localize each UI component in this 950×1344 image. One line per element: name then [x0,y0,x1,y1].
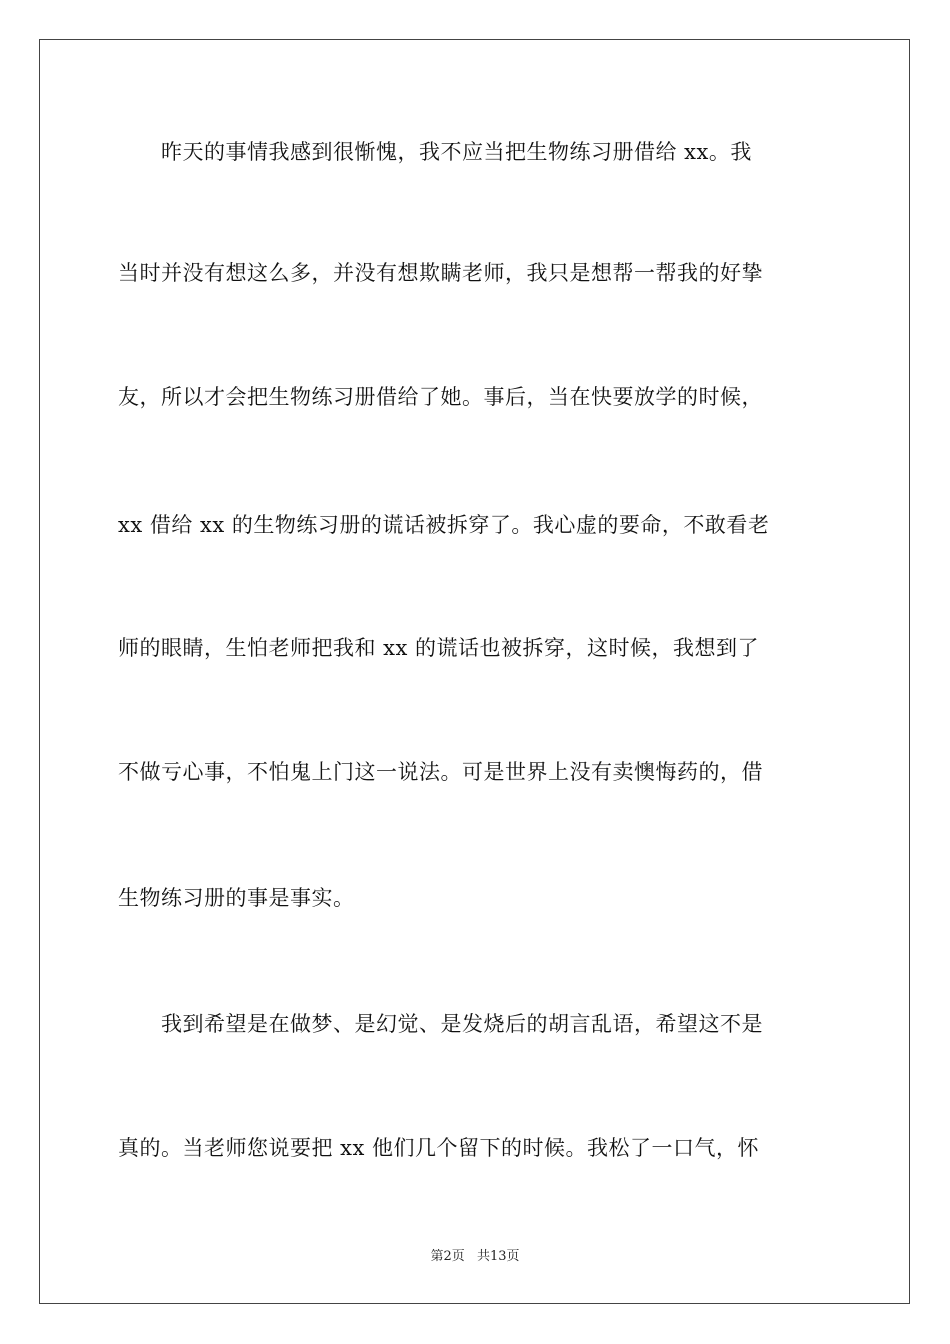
text-line-1: 昨天的事情我感到很惭愧，我不应当把生物练习册借给 xx。我 [118,140,752,164]
page-number: 第2页 [430,1249,465,1264]
text-line-9: 真的。当老师您说要把 xx 他们几个留下的时候。我松了一口气，怀 [118,1136,760,1160]
page-footer [0,1248,950,1266]
text-line-2: 当时并没有想这么多，并没有想欺瞒老师，我只是想帮一帮我的好挚 [118,261,763,285]
text-line-7: 生物练习册的事是事实。 [118,886,355,910]
text-line-8: 我到希望是在做梦、是幻觉、是发烧后的胡言乱语，希望这不是 [118,1012,763,1036]
text-line-3: 友，所以才会把生物练习册借给了她。事后，当在快要放学的时候， [118,385,763,409]
page-frame [39,39,910,1304]
text-line-5: 师的眼睛，生怕老师把我和 xx 的谎话也被拆穿，这时候，我想到了 [118,636,760,660]
text-line-4: xx 借给 xx 的生物练习册的谎话被拆穿了。我心虚的要命，不敢看老 [118,513,770,537]
page-total: 共13页 [476,1249,520,1264]
text-line-6: 不做亏心事，不怕鬼上门这一说法。可是世界上没有卖懊悔药的，借 [118,760,763,784]
